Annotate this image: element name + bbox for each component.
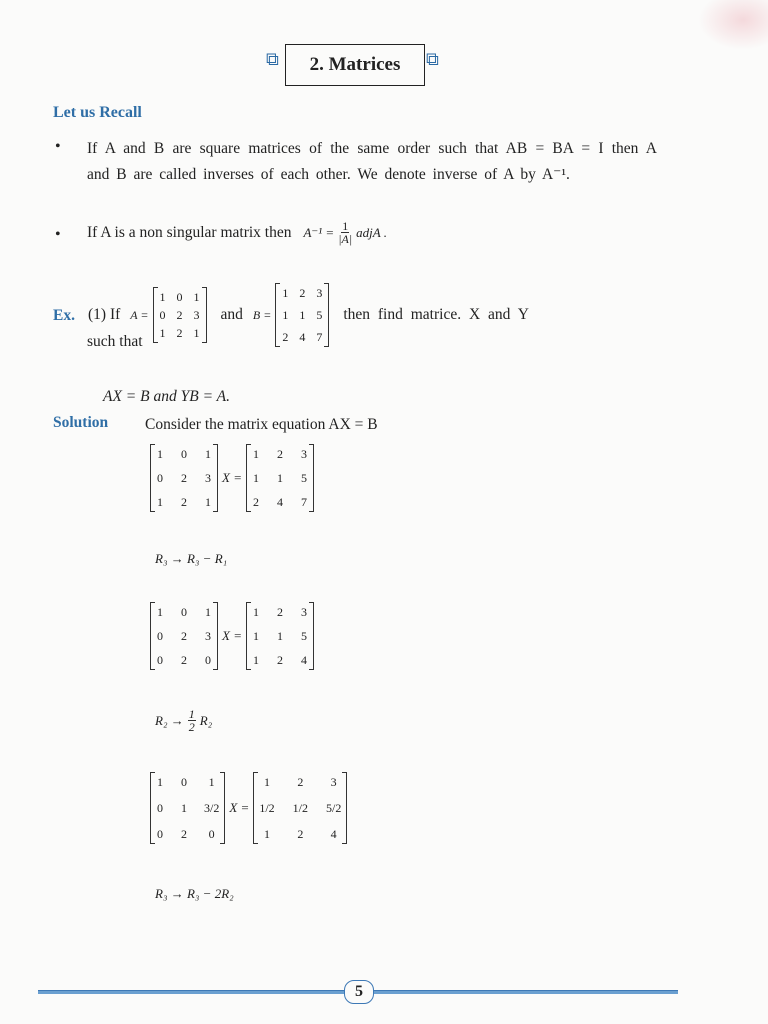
- matrix-cell: 2: [181, 827, 187, 841]
- matrix-cell: 1: [263, 775, 270, 789]
- matrix-cell: 1: [159, 326, 166, 340]
- matrix-cell: 1: [159, 290, 166, 304]
- matrix-cell: 2: [299, 286, 306, 300]
- matrix-b-label: B =: [252, 307, 272, 322]
- matrix-cell: 4: [299, 330, 306, 344]
- equation-step-3: [150, 772, 347, 844]
- matrix-cell: 3: [316, 286, 323, 300]
- matrix-cell: 4: [330, 827, 337, 841]
- row-operation-1: R₃ → R₃ − R₁: [155, 551, 228, 566]
- and-text: and: [220, 306, 243, 323]
- page-number: 5: [344, 980, 374, 1004]
- step1-left-matrix: [150, 444, 218, 512]
- matrix-cell: 2: [276, 653, 283, 667]
- op2-fraction: [188, 708, 196, 733]
- page-smudge: [698, 0, 768, 50]
- matrix-cell: 1: [205, 447, 211, 461]
- matrix-fraction-cell: 1/2: [292, 801, 308, 815]
- matrix-cell: 1: [276, 629, 283, 643]
- matrix-cell: 7: [316, 330, 323, 344]
- matrix-cell: 0: [157, 827, 163, 841]
- recall-heading: Let us Recall: [53, 104, 142, 121]
- step2-left-matrix: [150, 602, 218, 670]
- formula-lhs: A⁻¹ =: [303, 224, 335, 240]
- formula-fraction: [338, 220, 352, 245]
- step1-right-matrix: [246, 444, 314, 512]
- matrix-a: [153, 287, 207, 343]
- matrix-cell: 1: [193, 326, 200, 340]
- example-statement: [88, 283, 529, 347]
- op2-rhs: R₂: [199, 712, 213, 728]
- matrix-cell: 4: [300, 653, 307, 667]
- fraction-numerator: 1: [188, 707, 195, 721]
- op2-lhs: R₂ →: [155, 712, 184, 728]
- matrix-cell: 3: [300, 605, 307, 619]
- step3-right-matrix: [253, 772, 347, 844]
- matrix-cell: 1: [157, 775, 163, 789]
- matrix-cell: 2: [181, 471, 187, 485]
- title-ornament-left-icon: ⧉: [266, 49, 279, 69]
- row-operation-3: R₃ → R₃ − 2R₂: [155, 886, 234, 901]
- matrix-cell: 2: [276, 447, 283, 461]
- equation-step-1: [150, 444, 314, 512]
- solution-label: Solution: [53, 414, 109, 431]
- matrix-cell: 5: [300, 471, 307, 485]
- x-equals: X =: [229, 800, 250, 815]
- formula-rhs: adjA .: [356, 224, 387, 240]
- recall-bullet-2: [87, 220, 387, 245]
- matrix-cell: 2: [282, 330, 289, 344]
- recall-bullet-2-text: If A is a non singular matrix then: [87, 223, 292, 241]
- chapter-title: [285, 44, 425, 86]
- matrix-cell: 1: [252, 629, 259, 643]
- matrix-cell: 0: [208, 827, 215, 841]
- such-that-text: such that: [87, 333, 143, 350]
- matrix-a-label: A =: [130, 307, 149, 322]
- matrix-cell: 2: [181, 629, 187, 643]
- example-tail: then find matrice. X and Y: [343, 306, 529, 323]
- fraction-numerator: 1: [342, 219, 349, 233]
- example-intro: (1) If: [88, 306, 121, 323]
- matrix-cell: 2: [297, 827, 304, 841]
- matrix-cell: 2: [176, 308, 183, 322]
- matrix-cell: 1: [157, 605, 163, 619]
- matrix-cell: 1: [252, 605, 259, 619]
- matrix-cell: 1: [208, 775, 215, 789]
- matrix-cell: 2: [176, 326, 183, 340]
- matrix-cell: 3: [300, 447, 307, 461]
- matrix-cell: 0: [157, 471, 163, 485]
- title-ornament-right-icon: ⧉: [426, 49, 439, 69]
- matrix-cell: 0: [205, 653, 211, 667]
- matrix-cell: 3: [193, 308, 200, 322]
- matrix-cell: 0: [181, 447, 187, 461]
- matrix-cell: 5: [300, 629, 307, 643]
- row-operation-2: [155, 708, 212, 733]
- matrix-cell: 5: [316, 308, 323, 322]
- fraction-denominator: |A|: [338, 232, 353, 246]
- matrix-cell: 3: [205, 471, 211, 485]
- matrix-cell: 2: [252, 495, 259, 509]
- step2-right-matrix: [246, 602, 314, 670]
- matrix-cell: 1: [282, 286, 289, 300]
- matrix-cell: 1: [193, 290, 200, 304]
- matrix-cell: 1: [252, 471, 259, 485]
- solution-text: Consider the matrix equation AX = B: [145, 416, 378, 433]
- matrix-cell: 2: [181, 653, 187, 667]
- matrix-cell: 0: [181, 775, 187, 789]
- matrix-cell: 3: [330, 775, 337, 789]
- matrix-cell: 3: [205, 629, 211, 643]
- matrix-cell: 7: [300, 495, 307, 509]
- matrix-cell: 0: [159, 308, 166, 322]
- matrix-cell: 1: [205, 495, 211, 509]
- matrix-cell: 1: [282, 308, 289, 322]
- fraction-denominator: 2: [188, 720, 195, 734]
- equation-step-2: [150, 602, 314, 670]
- matrix-cell: 1: [252, 653, 259, 667]
- bullet-icon: •: [55, 138, 61, 155]
- matrix-cell: 0: [181, 605, 187, 619]
- matrix-cell: 0: [157, 801, 163, 815]
- matrix-cell: 2: [181, 495, 187, 509]
- matrix-cell: 1: [276, 471, 283, 485]
- chapter-title-text: 2. Matrices: [309, 54, 401, 75]
- matrix-cell: 1: [252, 447, 259, 461]
- matrix-cell: 0: [157, 653, 163, 667]
- matrix-fraction-cell: 1/2: [259, 801, 275, 815]
- bullet-icon: •: [55, 226, 61, 243]
- matrix-cell: 2: [276, 605, 283, 619]
- matrix-cell: 4: [276, 495, 283, 509]
- x-equals: X =: [222, 470, 242, 485]
- matrix-cell: 1: [205, 605, 211, 619]
- matrix-fraction-cell: 3/2: [204, 801, 220, 815]
- example-condition: AX = B and YB = A.: [103, 388, 230, 405]
- matrix-cell: 1: [181, 801, 187, 815]
- step3-left-matrix: [150, 772, 225, 844]
- x-equals: X =: [222, 628, 242, 643]
- matrix-cell: 1: [299, 308, 306, 322]
- example-label: Ex.: [53, 307, 75, 324]
- recall-bullet-1: If A and B are square matrices of the same order such that AB = BA = I then A and B are called inverses of each other. We denote inverse of A by A⁻¹.: [87, 140, 657, 183]
- matrix-cell: 0: [176, 290, 183, 304]
- matrix-fraction-cell: 5/2: [326, 801, 342, 815]
- matrix-cell: 0: [157, 629, 163, 643]
- matrix-cell: 1: [157, 495, 163, 509]
- matrix-cell: 2: [297, 775, 304, 789]
- matrix-cell: 1: [157, 447, 163, 461]
- matrix-cell: 1: [263, 827, 270, 841]
- matrix-b: [275, 283, 329, 347]
